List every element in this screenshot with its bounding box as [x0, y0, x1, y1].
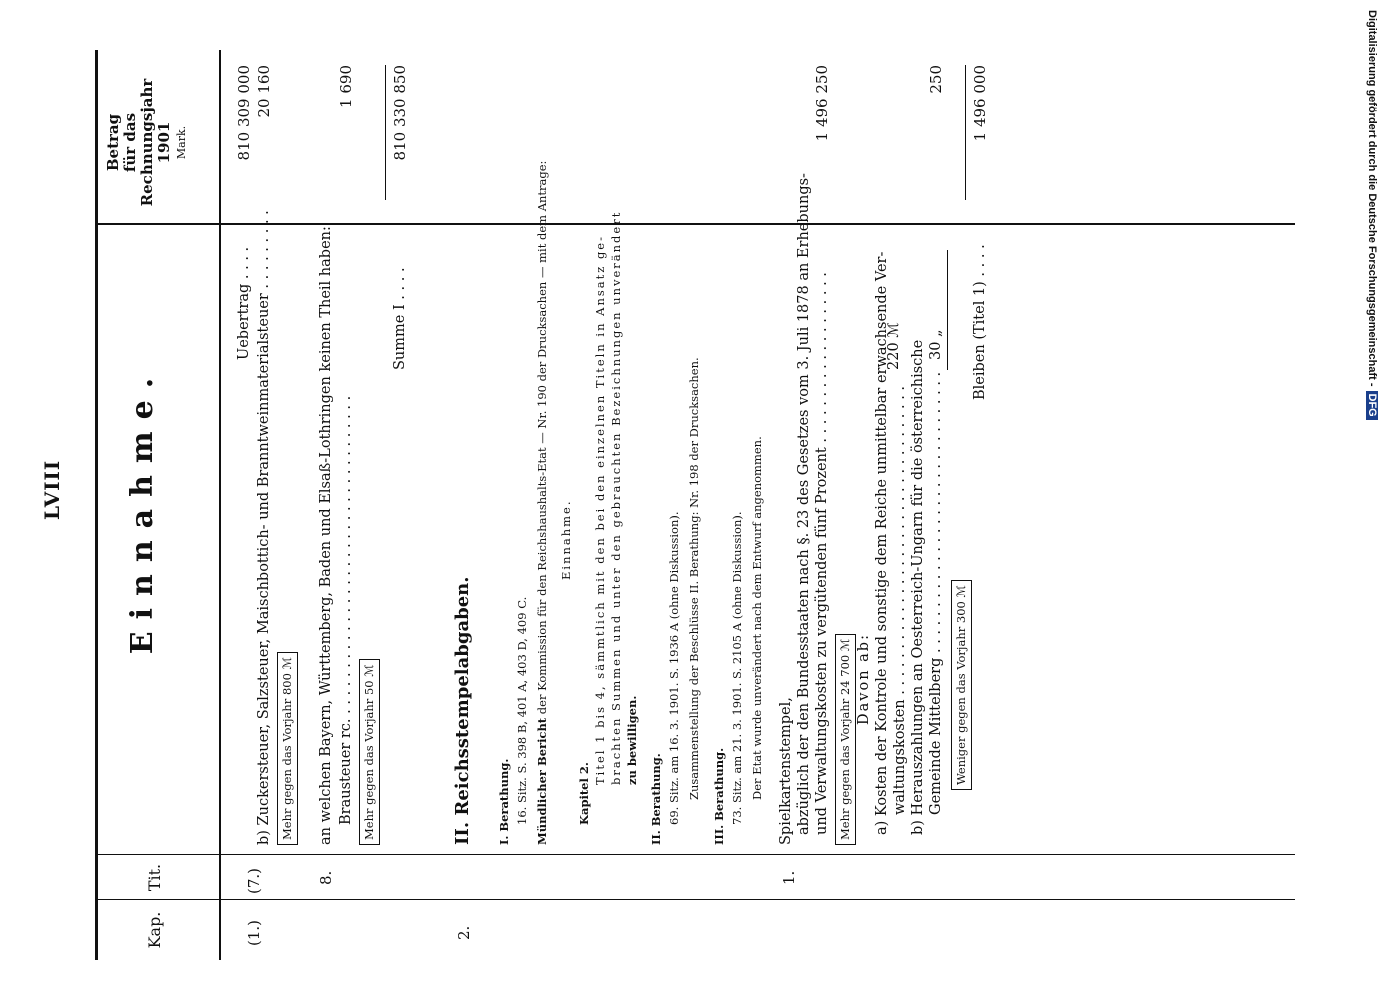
rule-col-amount: [95, 223, 1295, 225]
header-amount: [105, 60, 190, 225]
berathung-3-sub: Der Etat wurde unverändert nach dem Entwurf angenommen.: [750, 436, 764, 800]
spiel-davon: Davon ab:: [856, 633, 872, 725]
berathung-3-text: 73. Sitz. am 21. 3. 1901. S. 2105 A (ohne Diskussion).: [730, 511, 744, 825]
kapitel-text-2: brachten Summen und unter den gebrauchten Bezeichnungen unverändert: [609, 210, 623, 785]
page-title: Einnahme.: [125, 365, 160, 655]
tit-7: (7.): [245, 867, 263, 894]
section-heading: II. Reichsstempelabgaben.: [452, 576, 473, 845]
rule-top: [95, 50, 98, 960]
berathung-2-text: 69. Sitz. am 16. 3. 1901. S. 1936 A (ohne Diskussion).: [667, 511, 681, 825]
rule-bleiben1: [965, 65, 966, 200]
spiel-b-amount: 30 „: [928, 329, 944, 360]
digitization-note-text: Digitalisierung gefördert durch die Deutsche Forschungsgemeinschaft -: [1366, 10, 1378, 387]
uebertrag-amount: 810 309 000: [235, 65, 253, 161]
document-table: [95, 50, 1295, 960]
rule-header: [219, 50, 221, 960]
header-amount-l2: für das: [121, 112, 139, 173]
zuckersteuer-amount: 20 160: [255, 65, 273, 118]
tit8-line2: Brausteuer rc. . . . . . . . . . . . . . . . . . . . . . . . . . . . . . . . . . . .: [338, 395, 354, 825]
bericht-head: Mündlicher Bericht: [535, 717, 549, 845]
rule-col-tit: [95, 854, 1295, 855]
mehr-box: Mehr gegen das Vorjahr 50 ℳ: [359, 659, 380, 845]
header-amount-l3: Rechnungsjahr: [138, 78, 156, 207]
spiel-less: [951, 580, 972, 790]
zuckersteuer-more: [277, 652, 298, 845]
rule-col-kap: [95, 899, 1295, 900]
digitization-note: [1366, 10, 1378, 1000]
kap-2: 2.: [455, 925, 473, 940]
tit8-more: [359, 659, 380, 845]
spiel-amount: 1 496 250: [813, 65, 831, 142]
mehr-box: Mehr gegen das Vorjahr 24 700 ℳ: [835, 634, 856, 845]
spiel-head: Spielkartenstempel,: [778, 697, 794, 845]
einnahme-small: Einnahme.: [559, 499, 573, 580]
weniger-box: Weniger gegen das Vorjahr 300 ℳ: [951, 580, 972, 790]
berathung-3-head: III. Berathung.: [712, 747, 726, 845]
summe-amount: 810 330 850: [391, 65, 409, 161]
bleiben1-label: Bleiben (Titel 1) . . . .: [972, 244, 988, 400]
spiel-more: [835, 634, 856, 845]
bleiben1-amount: 1 496 000: [971, 65, 989, 142]
spiel-line1: abzüglich der den Bundesstaaten nach §. 23 des Gesetzes vom 3. Juli 1878 an Erhebungs-: [796, 173, 812, 835]
berathung-2-sub: Zusammenstellung der Beschlüsse II. Berathung: Nr. 198 der Drucksachen.: [687, 357, 701, 800]
tit8-line1: an welchen Bayern, Württemberg, Baden und Elsaß-Lothringen keinen Theil haben:: [318, 226, 334, 845]
tit-1: 1.: [780, 870, 798, 885]
tit-8: 8.: [317, 870, 335, 885]
kap-1: (1.): [245, 919, 263, 946]
berathung-1-head: I. Berathung.: [497, 758, 511, 845]
kapitel-text-3: zu bewilligen.: [625, 695, 639, 785]
berathung-1-text: 16. Sitz. S. 398 B, 401 A, 403 D, 409 C.: [515, 596, 529, 825]
header-tit: Tit.: [145, 863, 164, 892]
zuckersteuer-line: b) Zuckersteuer, Salzsteuer, Maischbottich- und Branntweinmaterialsteuer . . . . . . . . .: [256, 210, 272, 845]
spiel-a-amount: 220 ℳ: [886, 322, 902, 370]
tit8-amount: 1 690: [337, 65, 355, 108]
header-amount-l1: Betrag: [104, 113, 122, 172]
kapitel-text-1: Titel 1 bis 4, sämmtlich mit den bei den einzelnen Titeln in Ansatz ge-: [593, 235, 607, 785]
header-amount-unit: Mark.: [175, 125, 188, 160]
dfg-logo: DFG: [1366, 391, 1378, 420]
spiel-sub-amount: 250: [927, 65, 945, 94]
rule-summe: [385, 65, 386, 200]
bericht-text: der Kommission für den Reichshaushalts-Etat — Nr. 190 der Drucksachen — mit dem Antrage:: [535, 160, 549, 715]
spiel-a-line2: waltungskosten . . . . . . . . . . . . . . . . . . . . . . . . . . . . . . . . . .: [892, 385, 908, 815]
spiel-line2: und Verwaltungskosten zu vergütenden fünf Prozent . . . . . . . . . . . . . . . . . . .: [814, 272, 830, 835]
spiel-a-line1: a) Kosten der Kontrole und sonstige dem Reiche unmittelbar erwachsende Ver-: [874, 251, 890, 835]
spiel-b-line2: Gemeinde Mittelberg . . . . . . . . . . . . . . . . . . . . . . . . . . . . . . .: [928, 371, 944, 815]
kapitel-2-head: Kapitel 2.: [577, 762, 591, 825]
header-kap: Kap.: [145, 911, 164, 949]
page-number: LVIII: [40, 459, 64, 520]
summe-label: Summe I . . . .: [392, 267, 408, 370]
rule-spiel-sub: [947, 250, 948, 370]
uebertrag-label: Uebertrag . . . .: [236, 246, 252, 360]
mehr-box: Mehr gegen das Vorjahr 800 ℳ: [277, 652, 298, 845]
spiel-b-line1: b) Herauszahlungen an Oesterreich-Ungarn für die österreichische: [910, 339, 926, 835]
bericht: [533, 161, 552, 845]
berathung-2-head: II. Berathung.: [649, 753, 663, 845]
header-amount-l4: 1901: [155, 121, 173, 164]
